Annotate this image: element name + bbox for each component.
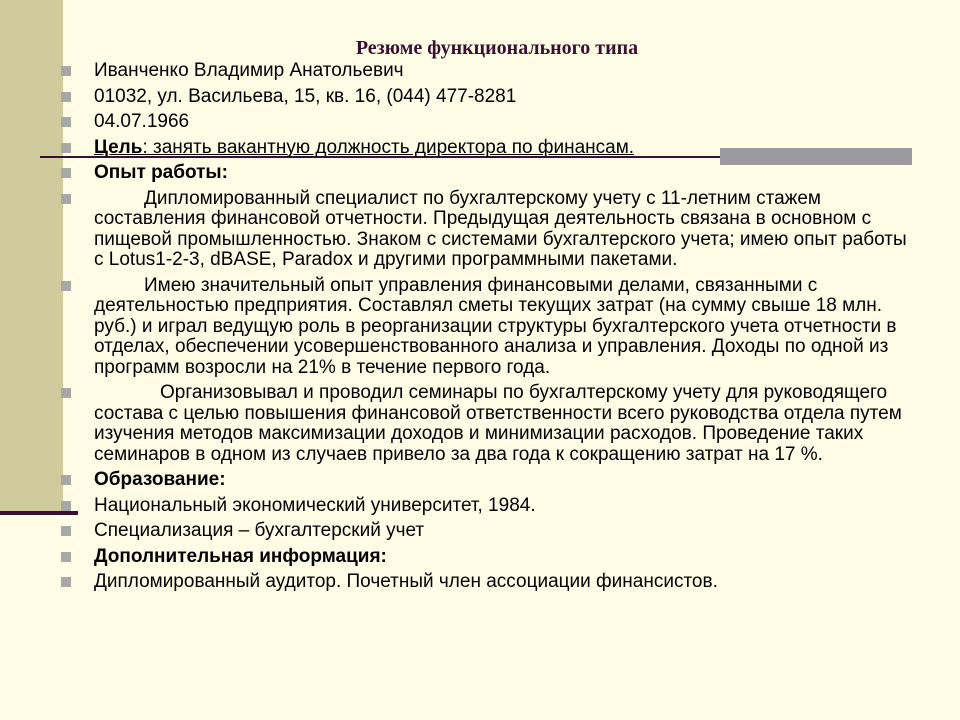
list-item-experience-1 <box>94 189 914 271</box>
bullet-icon <box>61 168 71 178</box>
slide-title: Резюме функционального типа <box>355 37 639 59</box>
bullet-icon <box>61 526 71 536</box>
bullet-icon <box>61 501 71 511</box>
bullet-icon <box>61 281 71 291</box>
education-heading: Образование: <box>94 469 226 490</box>
bullet-icon <box>61 117 71 127</box>
experience-paragraph-3: Организовывал и проводил семинары по бухгалтерскому учету для руководящего состава с целью повышения финансовой ответственности всего руководства отдела путем изучения методов максимизации доходов и минимизации расходов. Проведение таких семинаров в одном из случаев привело за два года к сокращению затрат на 17 %. <box>94 382 902 465</box>
list-item-experience-3 <box>94 383 914 465</box>
bullet-icon <box>61 577 71 587</box>
address-text: 01032, ул. Васильева, 15, кв. 16, (044) 477-8281 <box>94 85 517 107</box>
left-decorative-band <box>0 0 63 512</box>
specialization-text: Специализация – бухгалтерский учет <box>94 520 425 541</box>
list-item-additional-heading <box>94 547 914 568</box>
list-item-university <box>94 496 914 517</box>
list-item-additional <box>94 572 914 593</box>
list-item-experience-heading <box>94 163 914 184</box>
list-item-address <box>94 87 914 108</box>
list-item-education-heading <box>94 470 914 491</box>
bullet-icon <box>61 388 71 398</box>
list-item-name <box>94 61 914 82</box>
birthdate-text: 04.07.1966 <box>94 111 190 132</box>
goal-label: Цель <box>94 136 143 158</box>
experience-paragraph-1: Дипломированный специалист по бухгалтерскому учету с 11-летним стажем составления финансовой отчетности. Предыдущая деятельность связана в основном с пищевой промышленностью. Знаком с системами бухгалтерского учета; имею опыт работы с Lotus1-2-3, dBASE, Paradox и другими программными пакетами. <box>94 187 907 270</box>
bullet-icon <box>61 92 71 102</box>
list-item-specialization <box>94 521 914 542</box>
additional-text: Дипломированный аудитор. Почетный член ассоциации финансистов. <box>94 571 718 592</box>
experience-heading: Опыт работы: <box>94 162 228 183</box>
resume-content <box>94 61 914 598</box>
goal-text: : занять вакантную должность директора по финансам. <box>142 136 635 158</box>
name-text: Иванченко Владимир Анатольевич <box>94 60 404 81</box>
bullet-icon <box>61 194 71 204</box>
bullet-icon <box>61 552 71 562</box>
additional-heading: Дополнительная информация: <box>94 545 387 567</box>
experience-paragraph-2: Имею значительный опыт управления финансовыми делами, связанными с деятельностью предприятия. Составлял сметы текущих затрат (на сумму свыше 18 млн. руб.) и играл ведущую роль в реорганизации структуры бухгалтерского учета отчетности в отделах, обеспечении усовершенствованного анализа и управления. Доходы по одной из программ возросли на 21% в течение первого года. <box>94 274 897 378</box>
university-text: Национальный экономический университет, 1984. <box>94 494 536 516</box>
list-item-experience-2 <box>94 276 914 379</box>
bullet-icon <box>61 143 71 153</box>
list-item-birthdate <box>94 112 914 133</box>
bullet-icon <box>61 475 71 485</box>
bullet-icon <box>61 66 71 76</box>
left-band-rule <box>0 511 78 515</box>
list-item-goal <box>94 138 914 159</box>
